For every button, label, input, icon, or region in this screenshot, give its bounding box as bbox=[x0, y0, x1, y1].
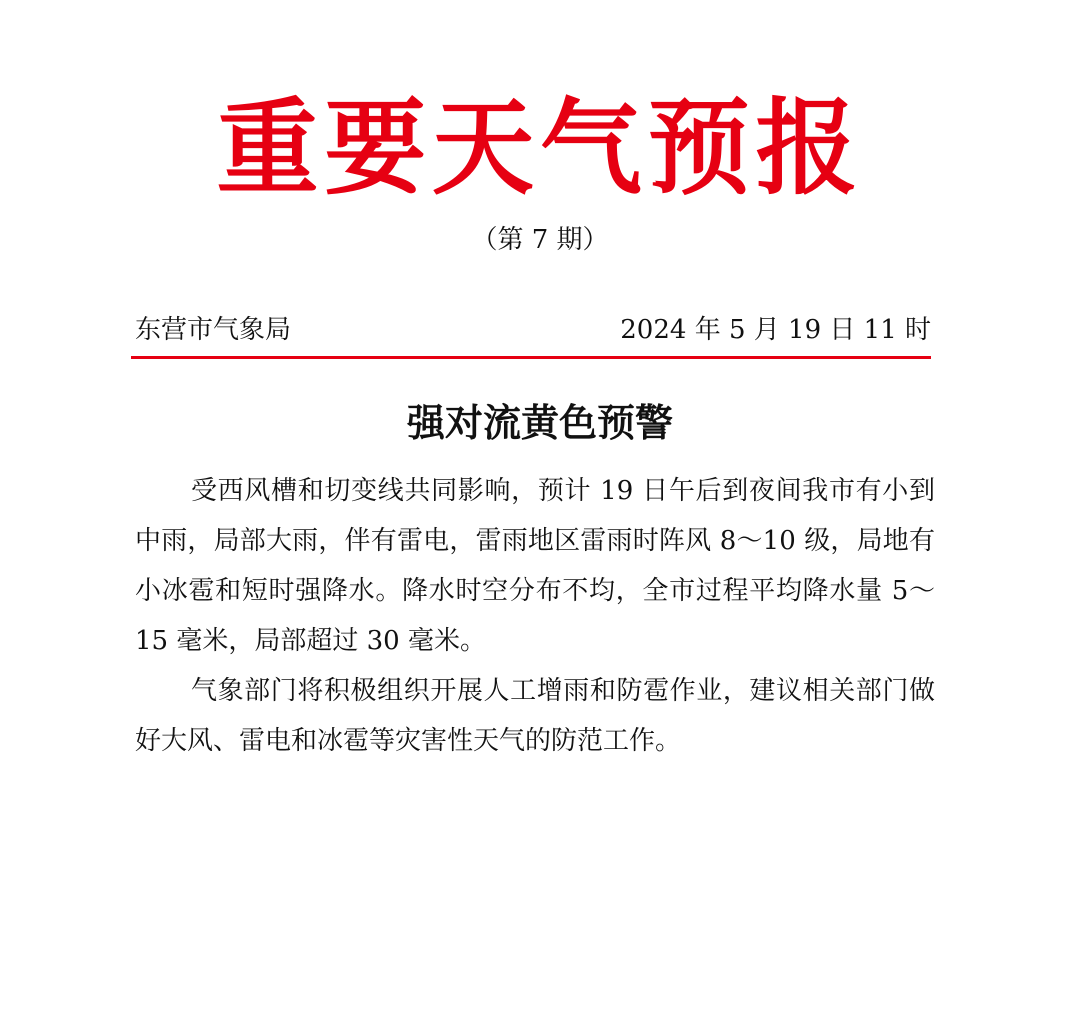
red-divider bbox=[131, 356, 931, 359]
issue-number: （第 7 期） bbox=[471, 225, 609, 255]
issue-time: 2024 年 5 月 19 日 11 时 bbox=[620, 315, 931, 345]
paragraph: 受西风槽和切变线共同影响，预计 19 日午后到夜间我市有小到中雨，局部大雨，伴有雷电，雷雨地区雷雨时阵风 8～10 级，局地有小冰雹和短时强降水。降水时空分布不均，全市过程平均降水量 5～15 毫米，局部超过 30 毫米。 bbox=[135, 476, 935, 656]
warning-title: 强对流黄色预警 bbox=[406, 400, 673, 445]
paragraph: 气象部门将积极组织开展人工增雨和防雹作业，建议相关部门做好大风、雷电和冰雹等灾害性天气的防范工作。 bbox=[135, 676, 935, 756]
body-text bbox=[135, 466, 935, 766]
issuer-name: 东营市气象局 bbox=[135, 315, 292, 345]
header-meta-row bbox=[135, 312, 931, 348]
masthead-title: 重要天气预报 bbox=[216, 86, 864, 209]
